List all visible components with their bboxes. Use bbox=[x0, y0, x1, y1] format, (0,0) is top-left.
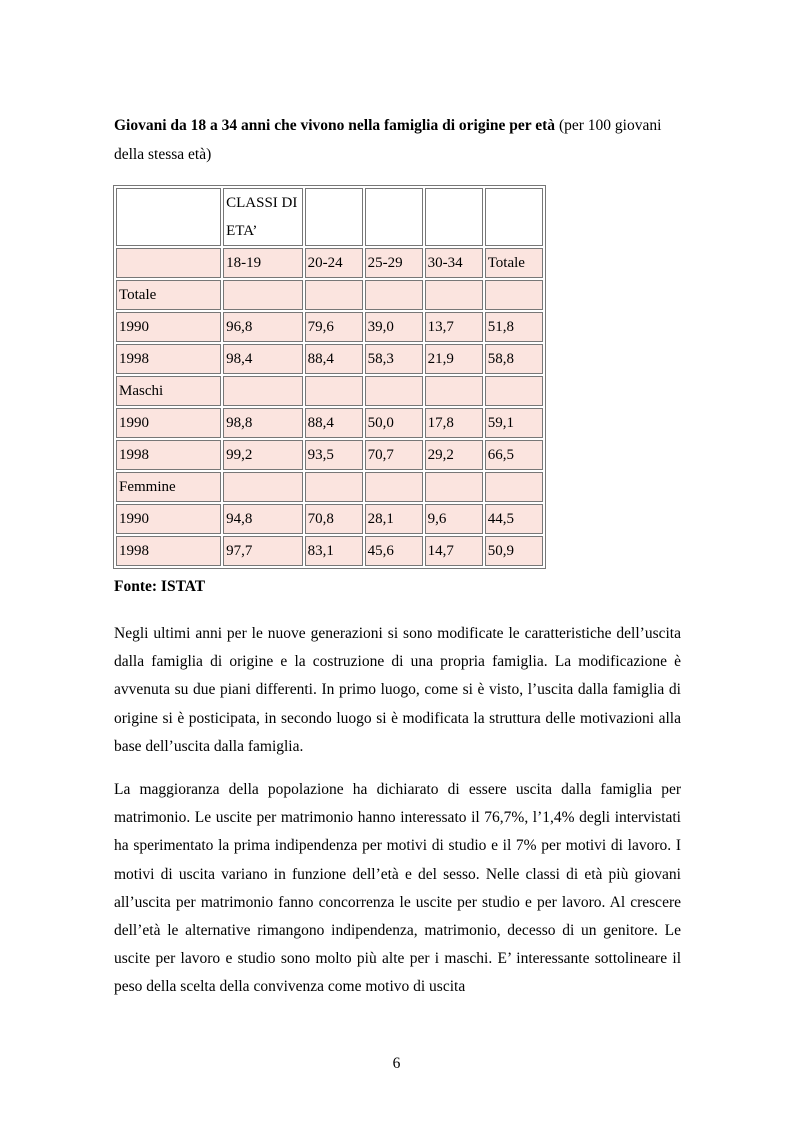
table-cell: 29,2 bbox=[425, 440, 483, 470]
table-header-cell: 25-29 bbox=[365, 248, 423, 278]
paragraph: Negli ultimi anni per le nuove generazioni si sono modificate le caratteristiche dell’uscita dalla famiglia di origine e la costruzione di una propria famiglia. La modificazione è avvenuta su due piani differenti. In primo luogo, come si è visto, l’uscita dalla famiglia di origine si è posticipata, in secondo luogo si è modificata la struttura delle motivazioni alla base dell’uscita dalla famiglia. bbox=[114, 625, 681, 755]
table-cell bbox=[116, 248, 221, 278]
table-cell: 96,8 bbox=[223, 312, 302, 342]
table-row bbox=[116, 408, 543, 438]
table-row bbox=[116, 376, 543, 406]
table-cell: 1998 bbox=[116, 440, 221, 470]
table-header-top bbox=[116, 188, 543, 246]
table-cell: 1998 bbox=[116, 344, 221, 374]
table-cell bbox=[223, 472, 302, 502]
page-number: 6 bbox=[392, 1055, 401, 1072]
table-cell: 58,8 bbox=[485, 344, 543, 374]
table-cell: 1998 bbox=[116, 536, 221, 566]
table-header-cell: Totale bbox=[485, 248, 543, 278]
table-cell: 50,0 bbox=[365, 408, 423, 438]
table-cell: 1990 bbox=[116, 504, 221, 534]
caption-rest: (per 100 giovani della stessa età) bbox=[114, 117, 662, 163]
table-cell bbox=[425, 376, 483, 406]
table-cell: 28,1 bbox=[365, 504, 423, 534]
data-table bbox=[113, 185, 546, 569]
table-row bbox=[116, 504, 543, 534]
table-cell: 14,7 bbox=[425, 536, 483, 566]
table-cell: 1990 bbox=[116, 312, 221, 342]
table-cell: 50,9 bbox=[485, 536, 543, 566]
table-cell: 17,8 bbox=[425, 408, 483, 438]
table-cell bbox=[425, 280, 483, 310]
table-cell bbox=[365, 280, 423, 310]
table-cell bbox=[485, 188, 543, 246]
table-row bbox=[116, 312, 543, 342]
table-cell: 98,4 bbox=[223, 344, 302, 374]
table-cell: 83,1 bbox=[305, 536, 363, 566]
table-cell: 1990 bbox=[116, 408, 221, 438]
table-caption bbox=[114, 111, 681, 169]
table-row bbox=[116, 440, 543, 470]
table-header-cell: CLASSI DI ETA’ bbox=[223, 188, 302, 246]
table-header-cell: 20-24 bbox=[305, 248, 363, 278]
table-cell: Maschi bbox=[116, 376, 221, 406]
table-cell bbox=[223, 376, 302, 406]
table-cell bbox=[485, 376, 543, 406]
table-cell: 79,6 bbox=[305, 312, 363, 342]
table-cell: 70,7 bbox=[365, 440, 423, 470]
table-cell: 88,4 bbox=[305, 344, 363, 374]
table-cell: 98,8 bbox=[223, 408, 302, 438]
table-cell: 58,3 bbox=[365, 344, 423, 374]
table-cell: 51,8 bbox=[485, 312, 543, 342]
table-cell bbox=[365, 472, 423, 502]
table-cell bbox=[305, 188, 363, 246]
table-cell bbox=[305, 376, 363, 406]
table-cell bbox=[223, 280, 302, 310]
table-cell bbox=[425, 188, 483, 246]
table-cell bbox=[485, 280, 543, 310]
table-cell bbox=[305, 280, 363, 310]
table-cell: 13,7 bbox=[425, 312, 483, 342]
table-header-cols bbox=[116, 248, 543, 278]
table-cell bbox=[365, 376, 423, 406]
table-cell: 97,7 bbox=[223, 536, 302, 566]
table-row bbox=[116, 280, 543, 310]
table-cell: 39,0 bbox=[365, 312, 423, 342]
table-cell: 88,4 bbox=[305, 408, 363, 438]
table-cell: 66,5 bbox=[485, 440, 543, 470]
table-row bbox=[116, 344, 543, 374]
table-cell: 21,9 bbox=[425, 344, 483, 374]
table-cell bbox=[116, 188, 221, 246]
table-cell: 94,8 bbox=[223, 504, 302, 534]
table-row bbox=[116, 536, 543, 566]
table-cell: 70,8 bbox=[305, 504, 363, 534]
table-row bbox=[116, 472, 543, 502]
table-cell bbox=[485, 472, 543, 502]
table-cell: 45,6 bbox=[365, 536, 423, 566]
table-cell: Totale bbox=[116, 280, 221, 310]
table-header-cell: 30-34 bbox=[425, 248, 483, 278]
table-cell bbox=[425, 472, 483, 502]
caption-bold: Giovani da 18 a 34 anni che vivono nella famiglia di origine per età bbox=[114, 117, 556, 134]
table-cell: 93,5 bbox=[305, 440, 363, 470]
paragraph: La maggioranza della popolazione ha dichiarato di essere uscita dalla famiglia per matrimonio. Le uscite per matrimonio hanno interessato il 76,7%, l’1,4% degli intervistati ha sperimentato la prima indipendenza per motivi di studio e il 7% per motivi di lavoro. I motivi di uscita variano in funzione dell’età e del sesso. Nelle classi di età più giovani all’uscita per matrimonio fanno concorrenza le uscite per studio e per lavoro. Al crescere dell’età le alternative rimangono indipendenza, matrimonio, decesso di un genitore. Le uscite per lavoro e studio sono molto più alte per i maschi. E’ interessante sottolineare il peso della scelta della convivenza come motivo di uscita bbox=[114, 781, 681, 996]
table-cell: 9,6 bbox=[425, 504, 483, 534]
table-cell: 44,5 bbox=[485, 504, 543, 534]
source-label: Fonte: ISTAT bbox=[114, 578, 206, 595]
table-cell: Femmine bbox=[116, 472, 221, 502]
table-cell: 99,2 bbox=[223, 440, 302, 470]
table-header-cell: 18-19 bbox=[223, 248, 302, 278]
table-cell bbox=[305, 472, 363, 502]
table-cell: 59,1 bbox=[485, 408, 543, 438]
table-cell bbox=[365, 188, 423, 246]
